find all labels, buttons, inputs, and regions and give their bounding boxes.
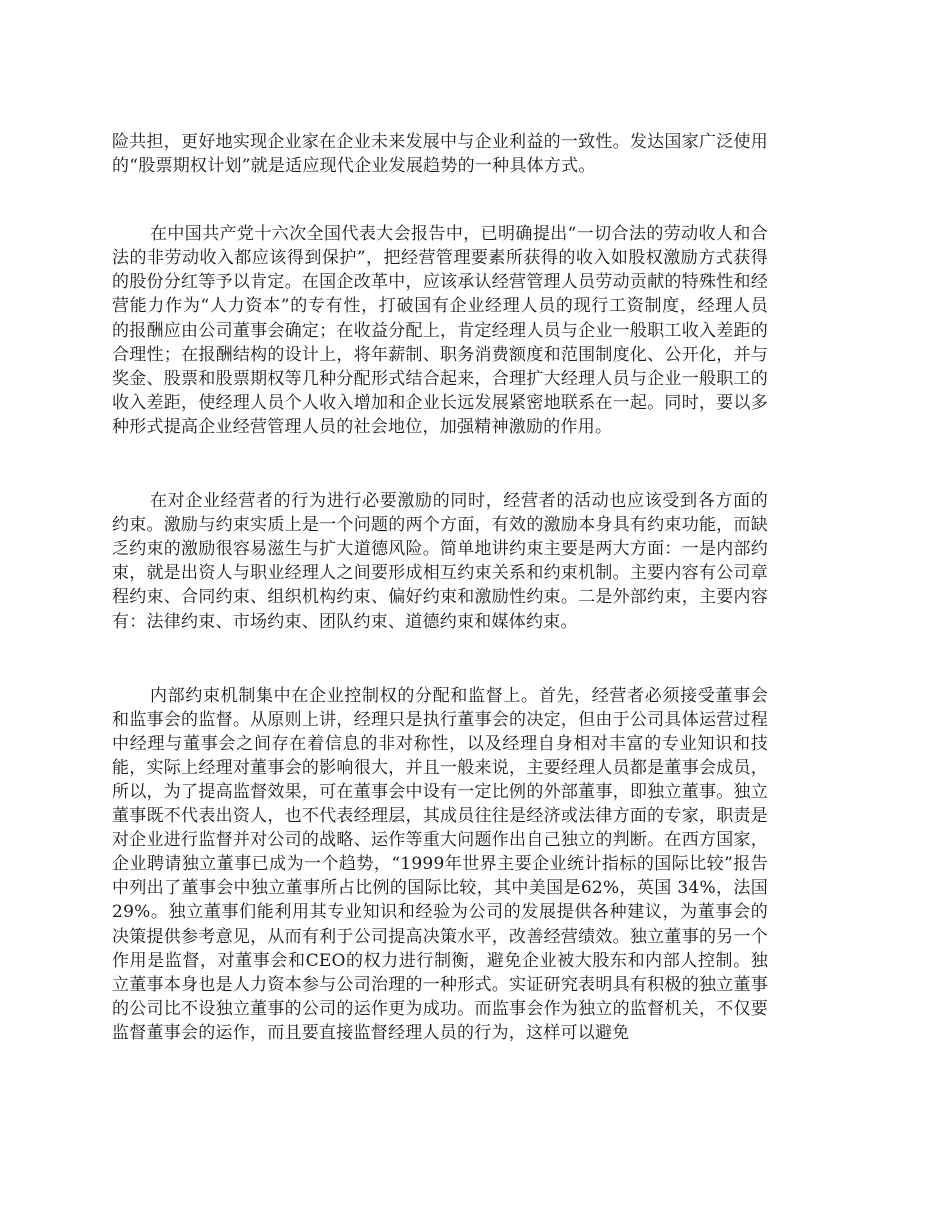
document-body <box>112 130 768 1095</box>
paragraph-labor-income: 在中国共产党十六次全国代表大会报告中，已明确提出“一切合法的劳动收人和合法的非劳动收入都应该得到保护”，把经营管理要素所获得的收入如股权激励方式获得的股份分红等予以肯定。在国企改革中，应该承认经营管理人员劳动贡献的特殊性和经营能力作为“人力资本”的专有性，打破国有企业经理人员的现行工资制度，经理人员的报酬应由公司董事会确定；在收益分配上，肯定经理人员与企业一般职工收入差距的合理性；在报酬结构的设计上，将年薪制、职务消费额度和范围制度化、公开化，并与奖金、股票和股票期权等几种分配形式结合起来，合理扩大经理人员与企业一般职工的收入差距，使经理人员个人收入增加和企业长远发展紧密地联系在一起。同时，要以多种形式提高企业经营管理人员的社会地位，加强精神激励的作用。 <box>112 224 768 437</box>
paragraph-internal-constraints: 内部约束机制集中在企业控制权的分配和监督上。首先，经营者必须接受董事会和监事会的监督。从原则上讲，经理只是执行董事会的决定，但由于公司具体运营过程中经理与董事会之间存在着信息的非对称性，以及经理自身相对丰富的专业知识和技能，实际上经理对董事会的影响很大，并且一般来说，主要经理人员都是董事会成员，所以，为了提高监督效果，可在董事会中设有一定比例的外部董事，即独立董事。独立董事既不代表出资人，也不代表经理层，其成员往往是经济或法律方面的专家，职责是对企业进行监督并对公司的战略、运作等重大问题作出自己独立的判断。在西方国家，企业聘请独立董事已成为一个趋势，“1999年世界主要企业统计指标的国际比较”报告中列出了董事会中独立董事所占比例的国际比较，其中美国是62%，英国 34%，法国29%。独立董事们能利用其专业知识和经验为公司的发展提供各种建议，为董事会的决策提供参考意见，从而有利于公司提高决策水平，改善经营绩效。独立董事的另一个作用是监督，对董事会和CEO的权力进行制衡，避免企业被大股东和内部人控制。独立董事本身也是人力资本参与公司治理的一种形式。实证研究表明具有积极的独立董事的公司比不设独立董事的公司的运作更为成功。而监事会作为独立的监督机关，不仅要监督董事会的运作，而且要直接监督经理人员的行为，这样可以避免 <box>112 685 768 1043</box>
paragraph-constraints: 在对企业经营者的行为进行必要激励的同时，经营者的活动也应该受到各方面的约束。激励与约束实质上是一个问题的两个方面，有效的激励本身具有约束功能，而缺乏约束的激励很容易滋生与扩大道德风险。简单地讲约束主要是两大方面：一是内部约束，就是出资人与职业经理人之间要形成相互约束关系和约束机制。主要内容有公司章程约束、合同约束、组织机构约束、偏好约束和激励性约束。二是外部约束，主要内容有：法律约束、市场约束、团队约束、道德约束和媒体约束。 <box>112 491 768 632</box>
paragraph-continuation: 险共担，更好地实现企业家在企业未来发展中与企业利益的一致性。发达国家广泛使用的“股票期权计划”就是适应现代企业发展趋势的一种具体方式。 <box>112 132 768 177</box>
